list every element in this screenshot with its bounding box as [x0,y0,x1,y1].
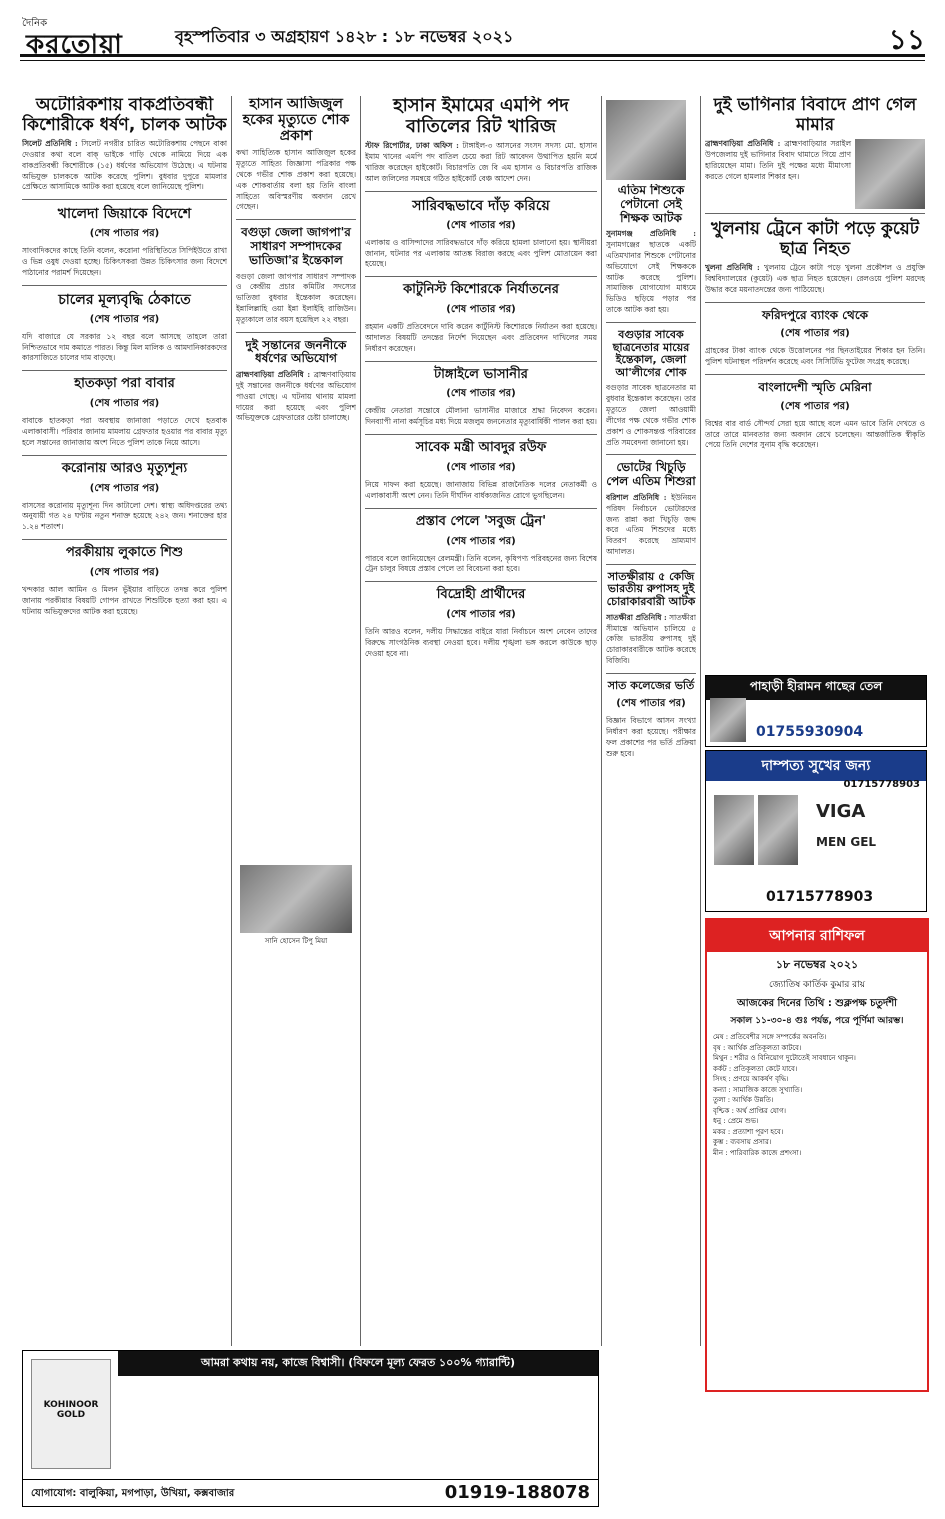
ad-bottom-contact: যোগাযোগ: বালুকিয়া, মগপাড়া, উখিয়া, কক্সবাজার [31,1488,235,1499]
article-a22-lede: ব্রাহ্মণবাড়িয়া প্রতিনিধি : [705,139,781,149]
article-a10-body [365,141,597,184]
divider [606,564,696,565]
article-a10-text: টাঙ্গাইল-৩ আসনের সংসদ সদস্য মো. হাসান ইমাম খানের এমপি পদ বাতিল চেয়ে করা রিট আবেদন উত্থাপিত হয়নি মর্মে খারিজ করেছেন হাইকোর্ট। বিচারপতি জে বি এম হাসান ও বিচারপতি রাজিক আল জলিলের সমন্বয়ে গঠিত হাইকোর্ট বেঞ্চ আদেশ দেন। [365,141,597,183]
article-a3-sub: (শেষ পাতার পর) [89,313,160,325]
article-a10-lede: স্টাফ রিপোর্টার, ঢাকা অফিস : [365,141,459,151]
column-rule [601,96,602,1346]
headline-a8: বগুড়া জেলা জাগপা'র সাধারণ সম্পাদকের ভাতিজা'র ইন্তেকাল [241,225,351,267]
article-a8-body: বগুড়া জেলা জাগপার সাধারণ সম্পাদক ও কেন্দ্রীয় প্রচার কমিটির সদস্যের ভাতিজা বুধবার ইন্তেকাল করেছেন। ইন্নালিল্লাহি ওয়া ইন্না ইলাইহি রাজিউন। মৃত্যুকালে তার বয়স হয়েছিল ২২ বছর। [236,271,356,324]
article-a23-body [705,263,925,295]
headline-a24: ফরিদপুরে ব্যাংক থেকে [761,307,869,322]
ad-bottom-product: KOHINOOR GOLD [31,1359,111,1469]
issue-date: বৃহস্পতিবার ৩ অগ্রহায়ণ ১৪২৮ : ১৮ নভেম্বর ২০২১ [175,27,514,46]
divider [22,370,227,371]
article-a19-body [606,493,696,558]
horoscope-box [705,918,929,1392]
article-a14-body: নিয়ে দাফন করা হয়েছে। জানাজায় বিভিন্ন রাজনৈতিক দলের নেতাকর্মী ও এলাকাবাসী অংশ নেন। তিনি দীর্ঘদিন বার্ধক্যজনিত রোগে ভুগছিলেন। [365,480,597,500]
horoscope-item: মেষ : প্রতিবেশীর সঙ্গে সম্পর্কের অবনতি। [713,1033,827,1041]
ad-product-photo [758,795,798,865]
horoscope-title: আপনার রাশিফল [707,920,927,952]
horoscope-item: ধনু : প্রেমে শুভ। [713,1117,759,1125]
ad-bottom-phone: 01919-188078 [444,1482,590,1503]
article-a12-sub: (শেষ পাতার পর) [446,304,516,316]
horoscope-item: কন্যা : সামাজিক কাজে সুখ্যাতি। [713,1085,803,1094]
ad-dampatya-phone2: 01715778903 [766,889,874,905]
article-a23-lede: খুলনা প্রতিনিধি : [705,263,760,273]
article-a16-body: তিনি আরও বলেন, দলীয় সিদ্ধান্তের বাইরে যারা নির্বাচনে অংশ নেবেন তাদের বিরুদ্ধে সাংগঠনিক ব্যবস্থা নেওয়া হবে। দলীয় শৃঙ্খলা ভঙ্গ করলে কাউকে ছাড় দেওয়া হবে না। [365,627,597,658]
horoscope-item: কর্কট : প্রতিকূলতা কেটে যাবে। [713,1064,798,1073]
column-1 [22,96,227,1116]
article-a19-lede: বরিশাল প্রতিনিধি : [606,492,667,502]
headline-a12: কাটুনিস্ট কিশোরকে নির্যাতনের [403,282,559,298]
horoscope-item: তুলা : আর্থিক উন্নতি। [713,1096,774,1104]
column-3 [365,96,597,1346]
headline-a22: দুই ভাগিনার বিবাদে প্রাণ গেল মামার [713,96,917,135]
ad-dampatya-phone1: 01715778903 [843,779,920,790]
headline-a7: হাসান আজিজুল হকের মৃত্যুতে শোক প্রকাশ [242,96,350,145]
article-a11-body: এলাকায় ও বাসিন্দাদের সারিবদ্ধভাবে দাঁড় করিয়ে হামলা চালানো হয়। স্থানীয়রা জানান, ঘটনার পর এলাকায় আতঙ্ক বিরাজ করছে এবং পুলিশ মোতায়েন করা হয়েছে। [365,237,597,269]
article-a11-sub: (শেষ পাতার পর) [446,219,516,231]
headline-a25: বাংলাদেশী স্মৃতি মেরিনা [758,380,872,395]
horoscope-tithi: আজকের দিনের তিথি : শুক্লপক্ষ চতুর্দশী [736,998,898,1009]
article-a5-sub: (শেষ পাতার পর) [89,482,160,494]
ad-brand-mengel: MEN GEL [816,835,877,849]
divider [22,539,227,540]
article-a6-body: খন্দকার আল আমিন ও মিলন ভুঁইয়ার বাড়িতে তদন্ত করে পুলিশ জানায় পরকীয়ার বিষয়টি গোপন রাখতে শিশুটিকে হত্যা করা হয়। এ ঘটনায় অভিযুক্তদের আটক করা হয়েছে। [22,584,227,616]
article-a13-sub: (শেষ পাতার পর) [446,388,516,400]
column-rule [231,96,232,1346]
column-rule [700,96,701,1346]
article-a15-sub: (শেষ পাতার পর) [446,535,516,547]
headline-a16: বিদ্রোহী প্রার্থীদের [436,587,526,603]
news-photo [240,865,352,933]
article-a24-sub: (শেষ পাতার পর) [780,328,850,340]
header-rule-thin [20,60,925,61]
column-6 [705,96,925,666]
divider [705,374,925,375]
divider [22,455,227,456]
horoscope-list [707,1032,927,1158]
divider [365,191,597,192]
article-a23-text: খুলনায় ট্রেনে কাটা পড়ে খুলনা প্রকৌশল ও প্রযুক্তি বিশ্ববিদ্যালয়ের (কুয়েট) এক ছাত্র নিহত হয়েছেন। রেলওয়ে পুলিশ মরদেহ উদ্ধার করে ময়নাতদন্তের জন্য পাঠিয়েছে। [705,263,925,294]
page-number: ১১ [888,23,925,56]
article-a7-body: কথা সাহিত্যিক হাসান আজিজুল হকের মৃত্যুতে সাহিত্য জিজ্ঞাসা পত্রিকার পক্ষ থেকে গভীর শোক প্রকাশ করা হয়েছে। এক শোকবার্তায় বলা হয় তিনি বাংলা সাহিত্যে অবিস্মরণীয় অবদান রেখে গেছেন। [236,148,356,212]
article-a4-sub: (শেষ পাতার পর) [89,398,160,410]
ad-oil [705,675,927,747]
headline-a9: দুই সন্তানের জননীকে ধর্ষণের অভিযোগ [245,337,347,366]
article-a16-sub: (শেষ পাতার পর) [446,609,516,621]
ad-oil-photo [710,698,746,742]
ad-product-photo [714,795,754,865]
masthead-logo [20,14,140,58]
article-a18-body: বগুড়ার সাবেক ছাত্রনেতার মা বুধবার ইন্তেকাল করেছেন। তার মৃত্যুতে জেলা আওয়ামী লীগের পক্ষ থেকে গভীর শোক প্রকাশ ও শোকসন্তপ্ত পরিবারের প্রতি সমবেদনা জানানো হয়। [606,383,696,447]
headline-a2: খালেদা জিয়াকে বিদেশে [57,206,192,223]
divider [606,322,696,323]
article-a2-sub: (শেষ পাতার পর) [89,228,160,240]
divider [365,361,597,362]
article-a13-body: কেন্দ্রীয় নেতারা সন্তোষে মৌলানা ভাসানীর মাজারে শ্রদ্ধা নিবেদন করেন। দিনব্যাপী নানা কর্মসূচির মধ্য দিয়ে মজলুম জননেতার মৃত্যুবার্ষিকী পালন করা হয়। [365,406,597,427]
article-a3-body: যদি বাজারে যে সরকার ১২ বছর বলে আসছে তাহলে তারা নিশ্চিতভাবে দাম কমাতে পারত। কিন্তু মিল মালিক ও আমদানিকারকদের কারসাজিতে চালের দাম বাড়ছে। [22,331,227,363]
headline-a5: করোনায় আরও মৃত্যুশূন্য [61,460,188,476]
horoscope-item: সিংহ : প্রণয়ে আকর্ষণ বৃদ্ধি। [713,1075,789,1083]
ad-bottom [22,1350,599,1507]
article-a1-body [22,139,227,193]
header-rule [20,54,925,57]
headline-a17: এতিম শিশুকে পেটানো সেই শিক্ষক আটক [617,184,685,225]
horoscope-date: ১৮ নভেম্বর ২০২১ [775,958,859,971]
article-a1-lede: সিলেট প্রতিনিধি : [22,139,78,149]
article-a25-body: বিশ্বের বার বার্ড সৌন্দর্য সেরা হয়ে আছে বলে এমন ভাবে তিনি দেখতে ও তারে তারে মানবতার জন্য অবদান রেখে চলেছেন। আন্তর্জাতিক স্বীকৃতি পেয়ে তিনি দেশের সুনাম বৃদ্ধি করেছেন। [705,418,925,450]
article-a21-sub: (শেষ পাতার পর) [616,698,686,710]
divider [236,219,356,220]
horoscope-item: বৃষ : আর্থিক প্রতিকূলতা কাটবে। [713,1043,802,1052]
horoscope-item: মীন : পারিবারিক কাজে প্রশংসা। [713,1148,802,1157]
article-a9-body [236,370,356,424]
article-a21-body: বিজ্ঞান বিভাগে আসন সংখ্যা নির্ধারণ করা হয়েছে। পরীক্ষার ফল প্রকাশের পর ভর্তি প্রক্রিয়া শুরু হবে। [606,716,696,758]
divider [365,276,597,277]
divider [606,454,696,455]
article-a25-sub: (শেষ পাতার পর) [780,400,850,412]
headline-a3: চালের মূল্যবৃদ্ধি ঠেকাতে [58,291,191,308]
article-a17-lede: সুনামগঞ্জ প্রতিনিধি : [606,229,696,239]
headline-a10: হাসান ইমামের এমপি পদ বাতিলের রিট খারিজ [393,96,569,137]
masthead-label: দৈনিক [22,18,48,29]
horoscope-item: মিথুন : শরীর ও বিনিয়োগ দুটোতেই সাবধানে থাকুন। [713,1054,856,1062]
ad-bottom-copy [123,1377,583,1467]
article-a19-text: ইউনিয়ন পরিষদ নির্বাচনে ভোটারদের জন্য রান্না করা খিচুড়ি জব্দ করে এতিম শিশুদের মধ্যে বিতরণ করেছে ভ্রাম্যমাণ আদালত। [606,492,696,556]
article-a22-text: ব্রাহ্মণবাড়িয়ার সরাইল উপজেলায় দুই ভাগিনার বিবাদ থামাতে গিয়ে প্রাণ হারিয়েছেন মামা। তিনি দুই পক্ষের মধ্যে মীমাংসা করতে গেলে হামলার শিকার হন। [705,139,851,181]
article-a12-body: রহমান একটি প্রতিবেদনে দাবি করেন কার্টুনিস্ট কিশোরকে নির্যাতন করা হয়েছে। আদালত বিষয়টি তদন্তের নির্দেশ দিয়েছেন এবং প্রতিবেদন দাখিলের সময় নির্ধারণ করেছেন। [365,322,597,353]
headline-a18: বগুড়ার সাবেক ছাত্রনেতার মায়ের ইন্তেকাল, জেলা আ'লীগের শোক [612,327,690,379]
headline-a11: সারিবদ্ধভাবে দাঁড় করিয়ে [412,197,550,214]
divider [365,434,597,435]
ad-bottom-title: আমরা কথায় নয়, কাজে বিশ্বাসী। (বিফলে মূল্য ফেরত ১০০% গ্যারান্টি) [118,1351,598,1376]
ad-oil-phone: 01755930904 [756,724,864,740]
ad-bottom-footer [23,1479,598,1506]
article-a15-body: পারবে বলে জানিয়েছেন রেলমন্ত্রী। তিনি বলেন, কৃষিপণ্য পরিবহনের জন্য বিশেষ ট্রেন চালুর বিষয়ে প্রস্তাব পেলে তা বিবেচনা করা হবে। [365,553,597,574]
divider [365,581,597,582]
article-a4-body: বাবাকে হাতকড়া পরা অবস্থায় জানাজা পড়াতে দেখে হতবাক এলাকাবাসী। পরিবার জানায় মামলায় গ্রেফতার হওয়ার পর বাবার মৃত্যু হলে সন্তানের জানাজায় অংশ নিতে পুলিশ তাকে নিয়ে আসে। [22,416,227,447]
column-5 [606,184,696,1344]
divider [236,332,356,333]
article-a1-text: সিলেট নগরীর চারিত অটোরিকশায় পেছনে বাকা দেওয়ার কথা বলে বাক্‌ ভাইকে গাড়ি থেকে নামিয়ে দিয়ে এক বাকপ্রতিবন্ধী কিশোরীকে (১৫) ধর্ষণের অভিযোগ উঠেছে। এ ঘটনায় অভিযুক্ত চালককে আটক করেছে পুলিশ। বুধবার দুপুরে মামলার প্রেক্ষিতে আসামিকে আটক করা হয়েছে বলে জানিয়েছে পুলিশ। [22,139,227,192]
divider [365,508,597,509]
article-a20-lede: সাতক্ষীরা প্রতিনিধি : [606,612,667,622]
page-header [0,0,945,90]
headline-a15: প্রস্তাব পেলে 'সবুজ ট্রেন' [415,513,547,529]
headline-a23: খুলনায় ট্রেনে কাটা পড়ে কুয়েট ছাত্র নিহত [710,219,920,259]
article-a17-body [606,229,696,316]
divider [705,213,925,214]
divider [705,302,925,303]
article-a14-sub: (শেষ পাতার পর) [446,462,516,474]
horoscope-item: মকর : প্রত্যাশা পূরণ হবে। [713,1127,784,1136]
article-a17-text: সুনামগঞ্জের ছাতকে একটি এতিমখানার শিশুকে পেটানোর অভিযোগে সেই শিক্ষককে আটক করেছে পুলিশ। সামাজিক যোগাযোগ মাধ্যমে ভিডিও ছড়িয়ে পড়ার পর তাকে আটক করা হয়। [606,240,696,315]
ad-oil-title: পাহাড়ী হীরামন গাছের তেল [706,676,926,700]
divider [606,673,696,674]
horoscope-item: বৃশ্চিক : অর্থ প্রাপ্তির যোগ। [713,1106,787,1115]
column-rule [360,96,361,1346]
headline-a14: সাবেক মন্ত্রী আবদুর রউফ [415,440,547,456]
ad-brand-viga: VIGA [816,801,866,822]
article-a9-lede: ব্রাহ্মণবাড়িয়া প্রতিনিধি : [236,370,311,380]
ad-dampatya-title: দাম্পত্য সুখের জন্য [706,751,926,781]
article-a20-body [606,613,696,667]
divider [22,199,227,200]
horoscope-author: জ্যোতিষ কার্তিক কুমার রায় [768,980,866,990]
horoscope-item: কুম্ভ : ব্যবসায় প্রসার। [713,1138,772,1146]
headline-a20: সাতক্ষীরায় ৫ কেজি ভারতীয় রুপাসহ দুই চোরাকারবারী আটক [606,569,696,609]
headline-a13: টাঙ্গাইলে ভাসানীর [434,366,528,382]
headline-a4: হাতকড়া পরা বাবার [74,376,175,392]
news-photo [855,139,925,209]
headline-a19: ভোটের খিচুড়ি পেল এতিম শিশুরা [606,460,696,489]
photo-caption: সানি হোসেন টিপু মিয়া [264,937,328,945]
article-a2-body: সাংবাদিকদের কাছে তিনি বলেন, করোনা পরিস্থিতিতে সিপিইউতে রাখা ও ভিন্ন ওষুধ দেওয়া হচ্ছে। চিকিৎসকরা উন্নত চিকিৎসার জন্য বিদেশে পাঠানোর পরামর্শ দিয়েছেন। [22,246,227,277]
ad-dampatya [705,750,927,912]
masthead-title: করতোয়া [26,30,123,60]
headline-a1: অটোরিকশায় বাকপ্রতিবন্ধী কিশোরীকে ধর্ষণ, চালক আটক [22,96,227,135]
article-a9-text: ব্রাহ্মণবাড়িয়ায় দুই সন্তানের জননীকে ধর্ষণের অভিযোগ পাওয়া গেছে। এ ঘটনায় থানায় মামলা দায়ের করা হয়েছে এবং পুলিশ অভিযুক্তকে গ্রেফতারের চেষ্টা চালাচ্ছে। [236,370,356,423]
divider [22,285,227,286]
article-a6-sub: (শেষ পাতার পর) [89,566,160,578]
news-photo [606,100,686,180]
headline-a21: সাত কলেজের ভর্তি [607,678,695,692]
article-a24-body: গ্রাহকের টাকা ব্যাংক থেকে উত্তোলনের পর ছিনতাইয়ের শিকার হন তিনি। পুলিশ ঘটনাস্থল পরিদর্শন করেছে এবং সিসিটিভি ফুটেজ সংগ্রহ করেছে। [705,346,925,367]
horoscope-time: সকাল ১১-৩০-৪ গুঃ পর্যন্ত, পরে পূর্ণিমা আরম্ভ। [730,1016,904,1026]
headline-a6: পরকীয়ায় লুকাতে শিশু [65,544,184,560]
article-a20-text: সাতক্ষীরা সীমান্তে অভিযান চালিয়ে ৫ কেজি ভারতীয় রুপাসহ দুই চোরাকারবারীকে আটক করেছে বিজিবি। [606,612,696,665]
column-2 [236,96,356,1346]
article-a5-body: বাসসের করোনায় মৃত্যুশূন্য দিন কাটালো দেশ। স্বাস্থ্য অধিদপ্তরের তথ্য অনুযায়ী গত ২৪ ঘণ্টায় নতুন শনাক্ত হয়েছে ২৪২ জন। শনাক্তের হার ১.২৪ শতাংশ। [22,500,227,532]
